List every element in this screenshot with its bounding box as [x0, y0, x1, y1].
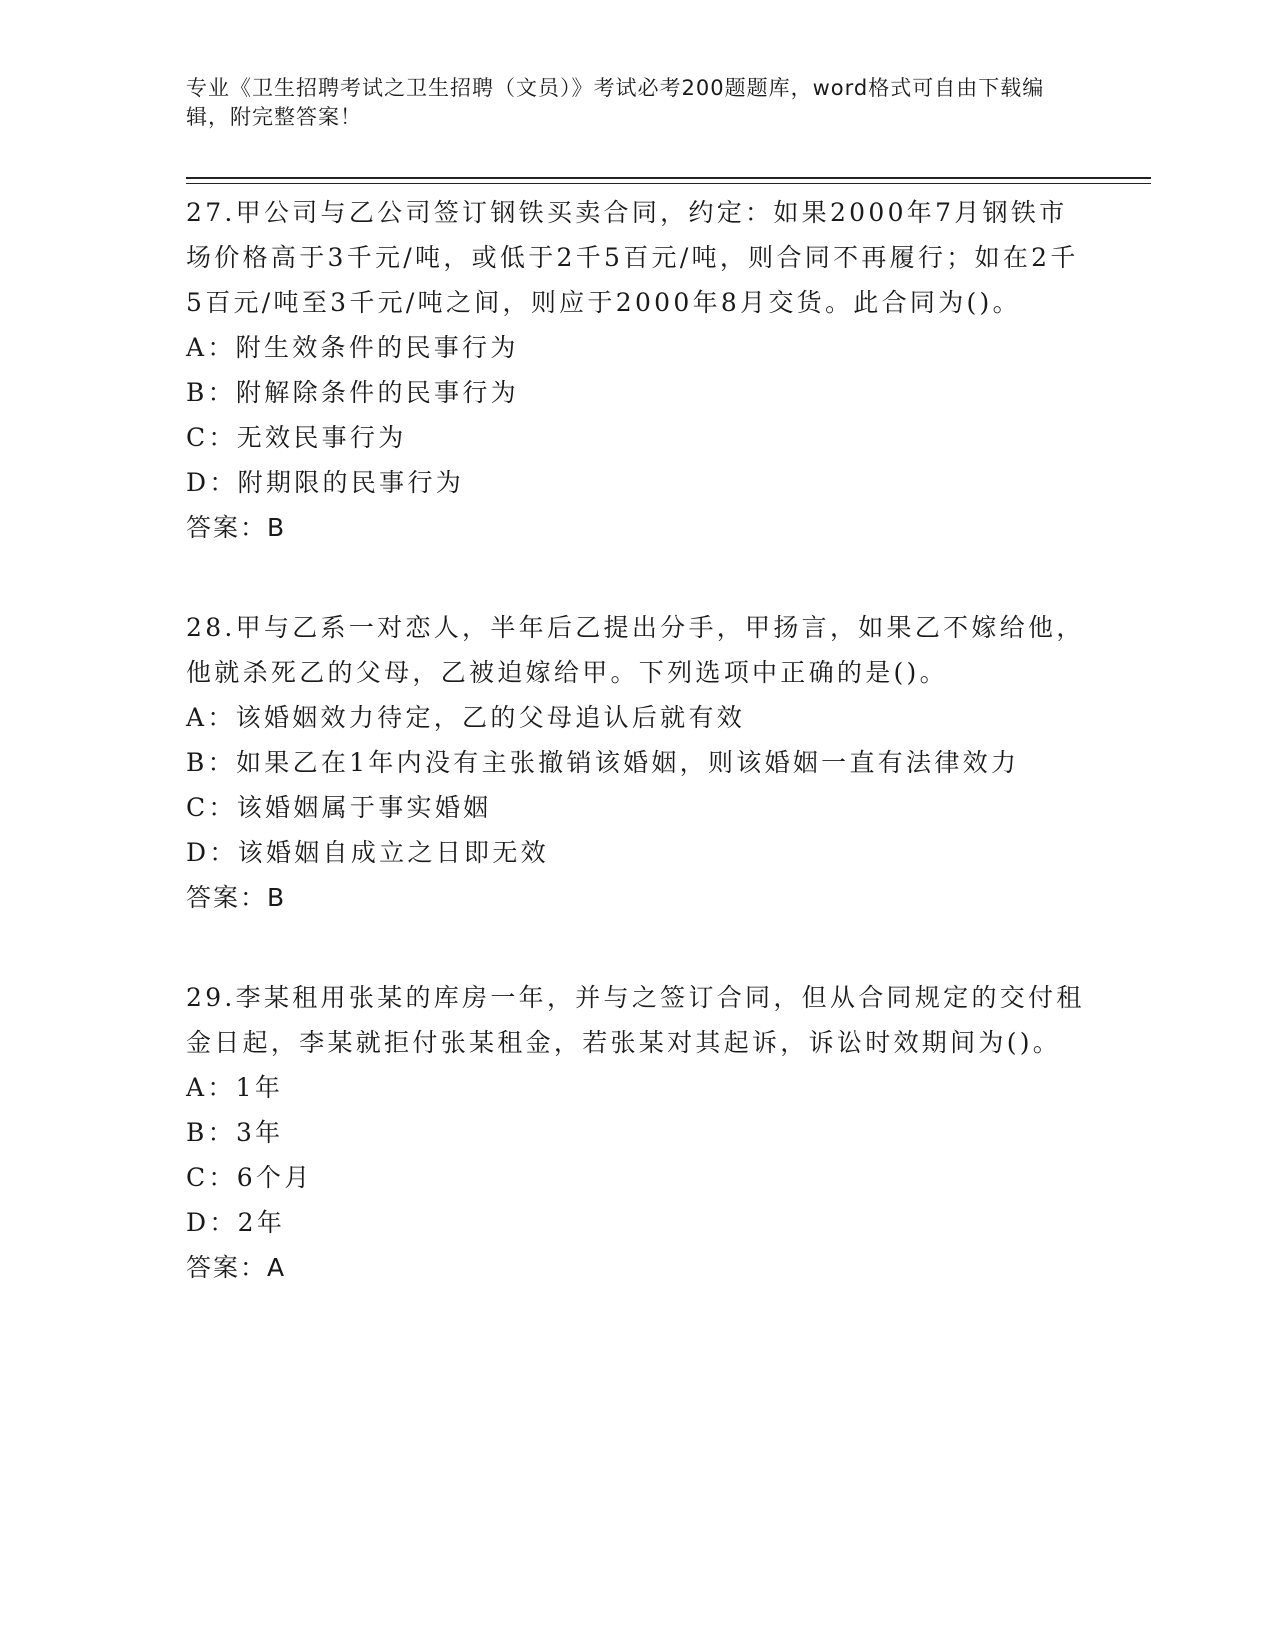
option-d: D：该婚姻自成立之日即无效: [186, 838, 549, 867]
header-divider-thick: [186, 177, 1151, 179]
option-d: D：附期限的民事行为: [186, 468, 465, 497]
option-c: C：该婚姻属于事实婚姻: [186, 793, 492, 822]
answer-line: 答案：B: [186, 883, 287, 912]
option-d: D：2年: [186, 1208, 286, 1237]
option-b: B：如果乙在1年内没有主张撤销该婚姻，则该婚姻一直有法律效力: [186, 748, 1020, 777]
question-27: [186, 190, 1086, 550]
option-a: A：附生效条件的民事行为: [186, 333, 519, 362]
question-list: [186, 190, 1086, 1345]
answer-line: 答案：B: [186, 513, 287, 542]
question-29: [186, 975, 1086, 1290]
option-c: C：6个月: [186, 1163, 313, 1192]
option-a: A：1年: [186, 1073, 284, 1102]
option-a: A：该婚姻效力待定，乙的父母追认后就有效: [186, 703, 746, 732]
question-28: [186, 605, 1086, 920]
option-c: C：无效民事行为: [186, 423, 407, 452]
answer-line: 答案：A: [186, 1253, 287, 1282]
question-stem: 27.甲公司与乙公司签订钢铁买卖合同，约定：如果2000年7月钢铁市场价格高于3千元/吨，或低于2千5百元/吨，则合同不再履行；如在2千5百元/吨至3千元/吨之间，则应于2000年8月交货。此合同为()。: [186, 198, 1079, 317]
header-divider-thin: [186, 183, 1151, 184]
option-b: B：附解除条件的民事行为: [186, 378, 519, 407]
question-stem: 28.甲与乙系一对恋人，半年后乙提出分手，甲扬言，如果乙不嫁给他，他就杀死乙的父母，乙被迫嫁给甲。下列选项中正确的是()。: [186, 613, 1085, 687]
option-b: B：3年: [186, 1118, 284, 1147]
header-title: 专业《卫生招聘考试之卫生招聘（文员）》考试必考200题题库，word格式可自由下载编辑，附完整答案！: [186, 76, 1045, 129]
question-stem: 29.李某租用张某的库房一年，并与之签订合同，但从合同规定的交付租金日起，李某就拒付张某租金，若张某对其起诉，诉讼时效期间为()。: [186, 983, 1085, 1057]
document-header: [186, 74, 1086, 132]
